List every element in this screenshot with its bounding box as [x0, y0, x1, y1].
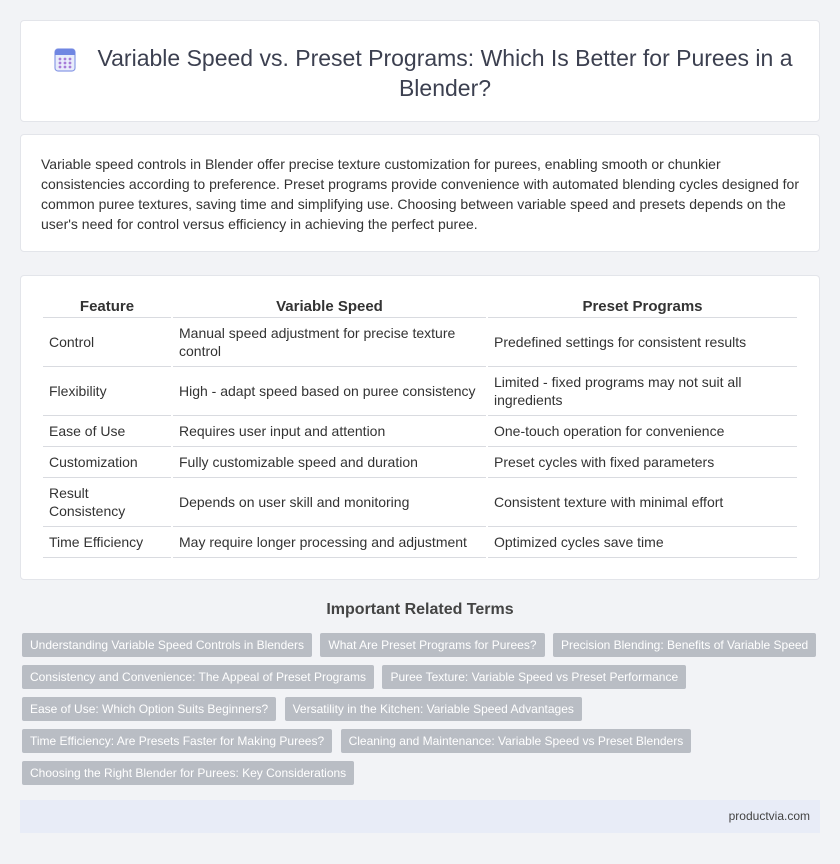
column-header: Preset Programs	[488, 296, 797, 318]
table-cell: Customization	[43, 447, 171, 478]
table-cell: Depends on user skill and monitoring	[173, 478, 486, 527]
related-term-tag[interactable]: Choosing the Right Blender for Purees: Key Considerations	[22, 761, 354, 785]
related-term-tag[interactable]: What Are Preset Programs for Purees?	[320, 633, 544, 657]
related-term-tag[interactable]: Cleaning and Maintenance: Variable Speed vs Preset Blenders	[341, 729, 692, 753]
intro-card	[20, 134, 820, 252]
calculator-icon	[53, 48, 77, 72]
related-terms-heading: Important Related Terms	[326, 601, 514, 618]
table-row	[43, 527, 797, 558]
table-cell: Flexibility	[43, 367, 171, 416]
table-cell: Fully customizable speed and duration	[173, 447, 486, 478]
table-cell: Predefined settings for consistent results	[488, 318, 797, 367]
page-title: Variable Speed vs. Preset Programs: Which Is Better for Purees in a Blender?	[97, 45, 793, 101]
table-cell: Consistent texture with minimal effort	[488, 478, 797, 527]
table-row	[43, 416, 797, 447]
table-cell: One-touch operation for convenience	[488, 416, 797, 447]
related-term-tag[interactable]: Understanding Variable Speed Controls in Blenders	[22, 633, 312, 657]
intro-paragraph: Variable speed controls in Blender offer precise texture customization for purees, enabling smooth or chunkier consistencies according to preference. Preset programs provide convenience with automated blending cycles designed for common puree textures, saving time and simplifying use. Choosing between variable speed and presets depends on the user's need for control versus efficiency in achieving the perfect puree.	[41, 156, 799, 232]
table-row	[43, 367, 797, 416]
table-row	[43, 318, 797, 367]
title-card	[20, 20, 820, 122]
related-term-tag[interactable]: Ease of Use: Which Option Suits Beginners?	[22, 697, 276, 721]
table-cell: High - adapt speed based on puree consistency	[173, 367, 486, 416]
table-header-row	[43, 296, 797, 318]
table-cell: Preset cycles with fixed parameters	[488, 447, 797, 478]
table-cell: Result Consistency	[43, 478, 171, 527]
column-header: Feature	[43, 296, 171, 318]
table-cell: Manual speed adjustment for precise texture control	[173, 318, 486, 367]
table-cell: Control	[43, 318, 171, 367]
table-cell: Optimized cycles save time	[488, 527, 797, 558]
column-header: Variable Speed	[173, 296, 486, 318]
related-term-tag[interactable]: Precision Blending: Benefits of Variable Speed	[553, 633, 816, 657]
related-term-tag[interactable]: Time Efficiency: Are Presets Faster for Making Purees?	[22, 729, 332, 753]
related-terms-list	[22, 633, 822, 793]
table-row	[43, 447, 797, 478]
table-cell: Limited - fixed programs may not suit all ingredients	[488, 367, 797, 416]
table-cell: Time Efficiency	[43, 527, 171, 558]
comparison-table	[41, 296, 799, 558]
footer	[20, 800, 820, 833]
comparison-card	[20, 275, 820, 580]
table-cell: Ease of Use	[43, 416, 171, 447]
related-term-tag[interactable]: Consistency and Convenience: The Appeal of Preset Programs	[22, 665, 374, 689]
footer-site-name[interactable]: productvia.com	[728, 809, 810, 823]
related-term-tag[interactable]: Puree Texture: Variable Speed vs Preset Performance	[382, 665, 686, 689]
table-cell: May require longer processing and adjustment	[173, 527, 486, 558]
table-row	[43, 478, 797, 527]
related-term-tag[interactable]: Versatility in the Kitchen: Variable Speed Advantages	[285, 697, 582, 721]
table-cell: Requires user input and attention	[173, 416, 486, 447]
